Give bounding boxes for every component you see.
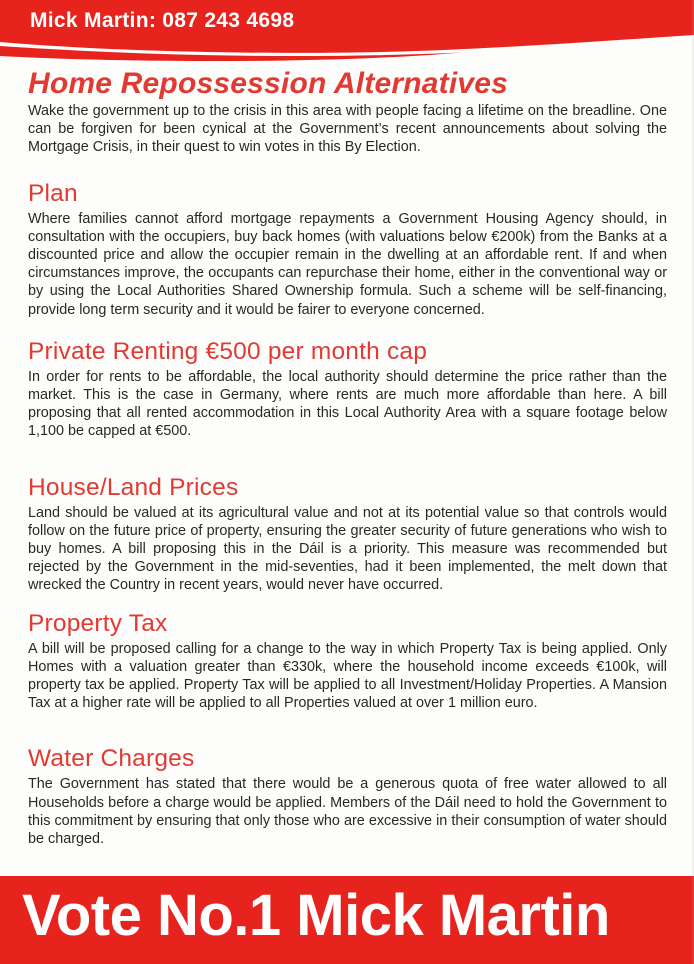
section-plan bbox=[28, 181, 667, 319]
section-private-renting bbox=[28, 339, 667, 441]
intro-paragraph: Wake the government up to the crisis in this area with people facing a lifetime on the breadline. One can be forgiven for been cynical at the Government’s recent announcements about solving the Mortgage Crisis, in their quest to win votes in this By Election. bbox=[28, 103, 667, 156]
section-house-land-prices bbox=[28, 475, 667, 595]
section-heading: Plan bbox=[28, 179, 78, 207]
flyer-content bbox=[0, 66, 694, 848]
section-body: The Government has stated that there would be a generous quota of free water allowed to all Households before a charge would be applied. Members of the Dáil need to hold the Government to this commitment by ensuring that only those who are excessive in their consumption of water should be charged. bbox=[28, 776, 667, 848]
section-body: In order for rents to be affordable, the local authority should determine the price rather than the market. This is the case in Germany, where rents are much more affordable than here. A bill proposing that all rented accommodation in this Local Authority Area with a square footage below 1,100 be capped at €500. bbox=[28, 368, 667, 440]
page-title: Home Repossession Alternatives bbox=[28, 67, 509, 100]
section-heading: Private Renting €500 per month cap bbox=[28, 337, 428, 365]
section-heading: Property Tax bbox=[28, 609, 168, 637]
section-water-charges bbox=[28, 746, 667, 848]
header-band bbox=[0, 0, 694, 70]
section-heading: Water Charges bbox=[28, 745, 195, 773]
section-body: Land should be valued at its agricultural value and not at its potential value so that controls would follow on the future price of property, ensuring the greater security of future generations who wish to buy homes. A bill proposing this in the Dáil is a priority. This measure was recommended but rejected by the Government in the mid-seventies, had it been implemented, the melt down that wrecked the Country in recent years, would never have occurred. bbox=[28, 504, 667, 594]
section-property-tax bbox=[28, 611, 667, 713]
section-body: Where families cannot afford mortgage repayments a Government Housing Agency should, in consultation with the occupiers, buy back homes (with valuations below €200k) from the Banks at a discounted price and allow the occupier remain in the dwelling at an affordable rent. If and when circumstances improve, the occupants can repurchase their home, either in the conventional way or by using the Local Authorities Shared Ownership formula. Such a scheme will be self-financing, provide long term security and it would be fairer to everyone concerned. bbox=[28, 210, 667, 318]
contact-info: Mick Martin: 087 243 4698 bbox=[30, 9, 295, 32]
section-heading: House/Land Prices bbox=[28, 473, 239, 501]
section-body: A bill will be proposed calling for a change to the way in which Property Tax is being applied. Only Homes with a valuation greater than €330k, where the household income exceeds €100k, will property tax be applied. Property Tax will be applied to all Investment/Holiday Properties. A Mansion Tax at a higher rate will be applied to all Properties valued at over 1 million euro. bbox=[28, 640, 667, 712]
vote-slogan: Vote No.1 Mick Martin bbox=[22, 883, 610, 948]
footer-band bbox=[0, 876, 694, 964]
